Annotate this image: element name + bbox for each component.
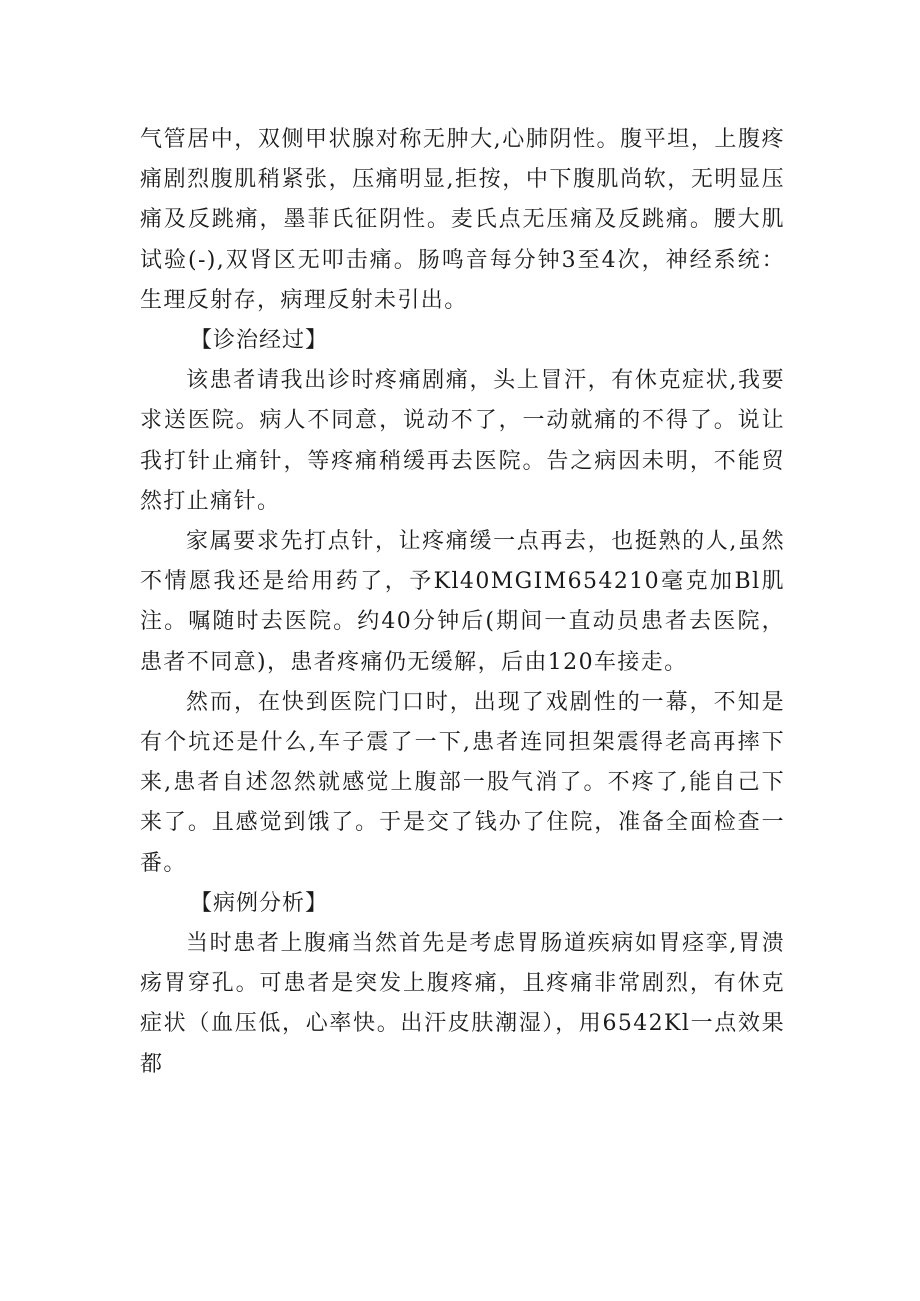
paragraph-treatment-1: 该患者请我出诊时疼痛剧痛，头上冒汗，有休克症状,我要求送医院。病人不同意，说动不了，一动就痛的不得了。说让我打针止痛针，等疼痛稍缓再去医院。告之病因未明，不能贸然打止痛针。 bbox=[140, 368, 785, 514]
paragraph-treatment-3: 然而，在快到医院门口时，出现了戏剧性的一幕，不知是有个坑还是什么,车子震了一下,患者连同担架震得老高再摔下来,患者自述忽然就感觉上腹部一股气消了。不疼了,能自己下来了。且感觉到饿了。于是交了钱办了住院，准备全面检查一番。 bbox=[140, 689, 785, 876]
section-heading-case-analysis: 【病例分析】 bbox=[190, 890, 329, 916]
paragraph-case-analysis: 当时患者上腹痛当然首先是考虑胃肠道疾病如胃痉挛,胃溃疡胃穿孔。可患者是突发上腹疼痛，且疼痛非常剧烈，有休克症状（血压低，心率快。出汗皮肤潮湿），用6542Kl一点效果都 bbox=[140, 931, 785, 1077]
section-heading-treatment: 【诊治经过】 bbox=[190, 328, 329, 354]
paragraph-treatment-2: 家属要求先打点针，让疼痛缓一点再去，也挺熟的人,虽然不情愿我还是给用药了，予Kl40MGIM654210毫克加Bl肌注。嘱随时去医院。约40分钟后(期间一直动员患者去医院，患者不同意)，患者疼痛仍无缓解，后由120车接走。 bbox=[140, 529, 785, 675]
document-body bbox=[140, 120, 785, 1085]
paragraph-physical-exam: 气管居中，双侧甲状腺对称无肿大,心肺阴性。腹平坦，上腹疼痛剧烈腹肌稍紧张，压痛明显,拒按，中下腹肌尚软，无明显压痛及反跳痛，墨菲氏征阴性。麦氏点无压痛及反跳痛。腰大肌试验(-),双肾区无叩击痛。肠鸣音每分钟3至4次，神经系统：生理反射存，病理反射未引出。 bbox=[140, 127, 785, 313]
